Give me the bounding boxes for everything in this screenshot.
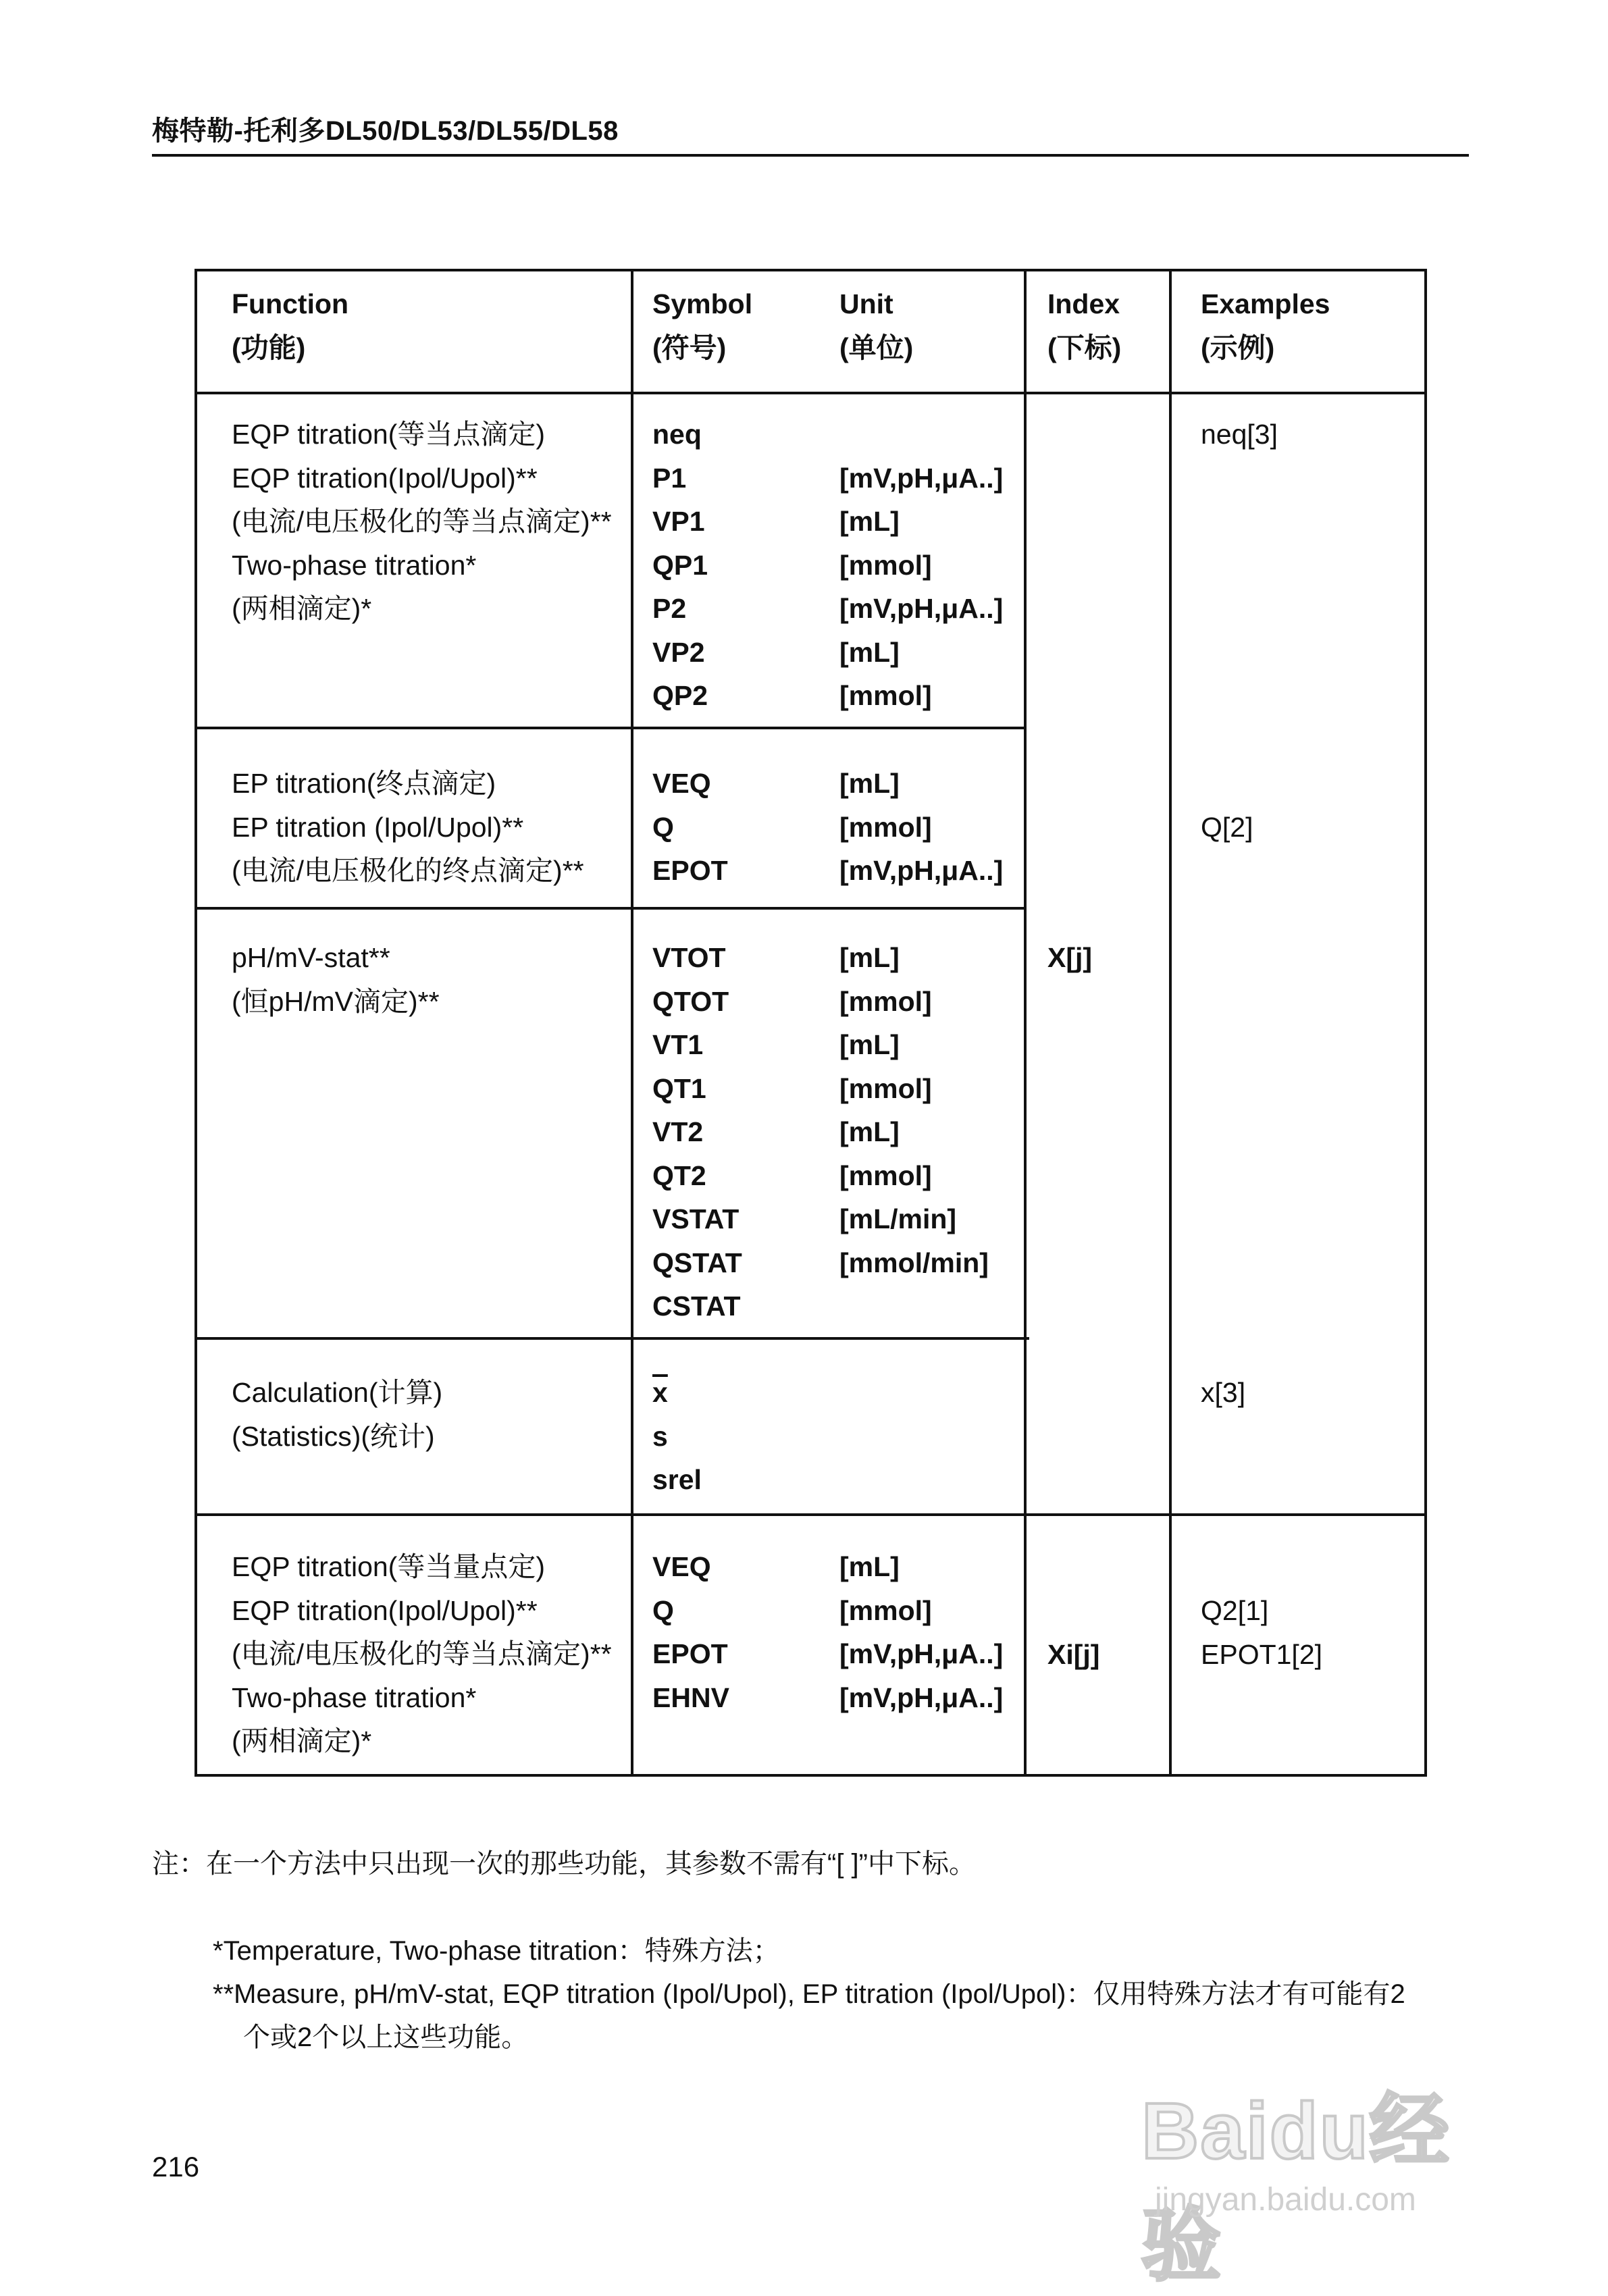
footnote-single-star: *Temperature, Two-phase titration：特殊方法； xyxy=(213,1936,780,1966)
row-divider-group1 xyxy=(194,727,1027,729)
group2-function: EP titration(终点滴定) EP titration (Ipol/Upol)** (电流/电压极化的终点滴定)** xyxy=(232,768,584,886)
table-border-right xyxy=(1424,269,1427,1777)
table-border-top xyxy=(194,269,1427,271)
example-x: x[3] xyxy=(1201,1377,1246,1408)
row-divider-group4 xyxy=(194,1513,1427,1516)
group5-symbols: VEQ Q EPOT EHNV xyxy=(652,1551,729,1713)
group5-units: [mL] [mmol] [mV,pH,μA..] [mV,pH,μA..] xyxy=(839,1551,1004,1713)
index-last: Xi[j] xyxy=(1047,1639,1100,1670)
footnote-double-star-line2: 个或2个以上这些功能。 xyxy=(243,2023,529,2052)
example-q: Q[2] xyxy=(1201,812,1253,843)
group3-function: pH/mV-stat** (恒pH/mV滴定)** xyxy=(232,942,440,1017)
row-divider-group2 xyxy=(194,907,1027,910)
group1-function: EQP titration(等当点滴定) EQP titration(Ipol/Upol)** (电流/电压极化的等当点滴定)** Two-phase titration* (两相滴定)* xyxy=(232,419,612,624)
page-header-title: 梅特勒-托利多DL50/DL53/DL55/DL58 xyxy=(152,116,619,146)
header-function: Function (功能) xyxy=(232,288,349,363)
row-divider-header xyxy=(194,392,1427,394)
group1-units: [mV,pH,μA..] [mL] [mmol] [mV,pH,μA..] [mL] [mmol] xyxy=(839,462,1004,711)
group2-symbols: VEQ Q EPOT xyxy=(652,768,728,886)
group4-function: Calculation(计算) (Statistics)(统计) xyxy=(232,1377,443,1452)
table-border-left xyxy=(194,269,197,1777)
group5-function: EQP titration(等当量点定) EQP titration(Ipol/Upol)** (电流/电压极化的等当点滴定)** Two-phase titration* (两相滴定)* xyxy=(232,1551,612,1756)
header-examples: Examples (示例) xyxy=(1201,288,1330,363)
table-border-bottom xyxy=(194,1774,1427,1777)
col-divider-function xyxy=(631,269,633,1777)
page-number: 216 xyxy=(152,2151,200,2183)
x-bar-symbol: $\overline{x}$ xyxy=(652,1377,668,1408)
baidu-watermark-url: jingyan.baidu.com xyxy=(1155,2182,1416,2218)
note-main: 注：在一个方法中只出现一次的那些功能，其参数不需有“[ ]”中下标。 xyxy=(152,1849,976,1879)
example-neq: neq[3] xyxy=(1201,419,1278,450)
function-table xyxy=(194,269,1427,1777)
group4-symbols: $\overline{x}$ s srel xyxy=(652,1371,702,1502)
index-shared: X[j] xyxy=(1047,942,1093,973)
group1-symbols: neq P1 VP1 QP1 P2 VP2 QP2 xyxy=(652,419,708,711)
header-index: Index (下标) xyxy=(1047,288,1122,363)
footnote-double-star-line1: **Measure, pH/mV-stat, EQP titration (Ipol/Upol), EP titration (Ipol/Upol)：仅用特殊方法才有可能有2 xyxy=(213,1979,1405,2009)
header-unit: Unit (单位) xyxy=(839,288,914,363)
baidu-watermark-logo: Baidu经验 xyxy=(1141,2087,1451,2291)
baidu-watermark xyxy=(1141,2066,1520,2291)
example-last: Q2[1] EPOT1[2] xyxy=(1201,1595,1323,1670)
header-rule xyxy=(152,154,1469,157)
row-divider-group3 xyxy=(194,1337,1029,1340)
group3-units: [mL] [mmol] [mL] [mmol] [mL] [mmol] [mL/min] [mmol/min] xyxy=(839,942,989,1278)
group2-units: [mL] [mmol] [mV,pH,μA..] xyxy=(839,768,1004,886)
header-symbol: Symbol (符号) xyxy=(652,288,753,363)
group3-symbols: VTOT QTOT VT1 QT1 VT2 QT2 VSTAT QSTAT CSTAT xyxy=(652,942,742,1322)
col-divider-index xyxy=(1024,269,1027,1777)
col-divider-examples xyxy=(1169,269,1172,1777)
